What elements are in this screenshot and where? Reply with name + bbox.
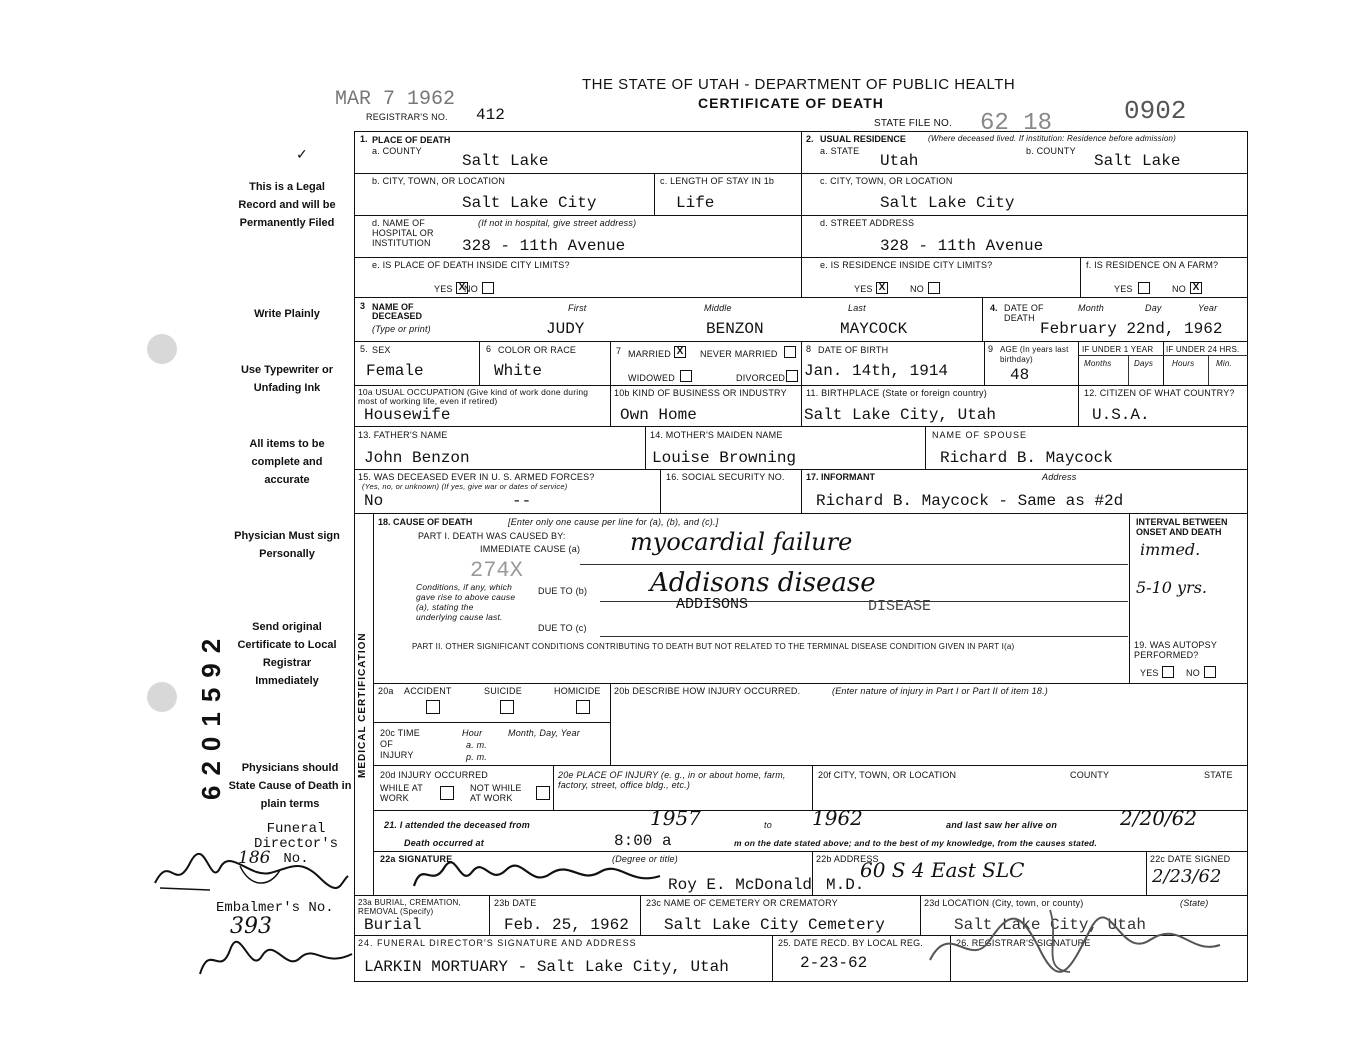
- state-file-no-label: STATE FILE NO.: [874, 118, 952, 129]
- res-inside-yes-checkbox[interactable]: X: [876, 282, 888, 294]
- check-mark: ✓: [296, 146, 308, 162]
- death-time: 8:00 a: [614, 832, 672, 850]
- res-inside-no-checkbox[interactable]: [928, 282, 940, 294]
- pod-inside-yes-checkbox[interactable]: X: [456, 282, 468, 294]
- punch-hole-top: [147, 334, 177, 364]
- informant: Richard B. Maycock - Same as #2d: [816, 492, 1124, 510]
- homicide-checkbox[interactable]: [576, 700, 590, 714]
- res-farm-yes-checkbox[interactable]: [1138, 282, 1150, 294]
- pod-county: Salt Lake: [462, 152, 549, 170]
- immediate-cause: myocardial failure: [630, 528, 853, 556]
- interval-a: immed.: [1140, 540, 1201, 559]
- usual-residence-note: (Where deceased lived. If institution: Residence before admission): [928, 134, 1176, 143]
- funeral-director-label: Funeral Director's No.: [253, 821, 338, 867]
- occupation: Housewife: [364, 406, 451, 424]
- usual-residence-label: USUAL RESIDENCE: [820, 134, 906, 144]
- birthplace: Salt Lake City, Utah: [804, 406, 997, 424]
- married-checkbox[interactable]: X: [674, 346, 686, 358]
- state-dept-title: THE STATE OF UTAH - DEPARTMENT OF PUBLIC HEALTH: [582, 76, 1016, 93]
- note-legal-record: This is a Legal Record and will be Permanently Filed: [238, 181, 336, 229]
- embalmer-label: Embalmer's No.: [216, 900, 334, 916]
- state-file-no: 62 18: [980, 110, 1053, 137]
- place-of-death-label: PLACE OF DEATH: [372, 135, 451, 145]
- note-typewriter: Use Typewriter or Unfading Ink: [240, 364, 334, 394]
- pod-hospital: 328 - 11th Avenue: [462, 237, 626, 255]
- funeral-director: LARKIN MORTUARY - Salt Lake City, Utah: [364, 958, 729, 976]
- form-title: CERTIFICATE OF DEATH: [698, 95, 884, 111]
- armed-forces-dates: --: [512, 492, 532, 510]
- deceased-first: JUDY: [546, 320, 585, 338]
- physician-signature: [410, 858, 670, 894]
- pod-county-label: a. COUNTY: [372, 146, 422, 156]
- note-write-plainly: Write Plainly: [254, 308, 320, 320]
- burial-date: Feb. 25, 1962: [504, 916, 629, 934]
- age: 48: [1010, 366, 1030, 384]
- res-farm-label: f. IS RESIDENCE ON A FARM?: [1086, 260, 1219, 270]
- cause-code: 274X: [470, 558, 523, 583]
- pod-city-label: b. CITY, TOWN, OR LOCATION: [372, 176, 506, 186]
- disposition: Burial: [364, 916, 422, 934]
- while-at-work-checkbox[interactable]: [440, 786, 454, 800]
- note-send-original: Send original Certificate to Local Registrar Immediately: [237, 621, 337, 687]
- res-street-label: d. STREET ADDRESS: [820, 218, 915, 228]
- registrars-no: 412: [476, 106, 505, 124]
- never-married-checkbox[interactable]: [784, 346, 796, 358]
- note-physicians-state: Physicians should State Cause of Death in plain terms: [228, 762, 352, 810]
- autopsy-no-checkbox[interactable]: [1204, 666, 1216, 678]
- medical-certification-label: MEDICAL CERTIFICATION: [357, 632, 368, 778]
- spouse-name: Richard B. Maycock: [940, 449, 1113, 467]
- burial-location: Salt Lake City, Utah: [954, 916, 1147, 934]
- deceased-middle: BENZON: [706, 320, 764, 338]
- date-received: 2-23-62: [800, 954, 868, 972]
- citizen: U.S.A.: [1092, 406, 1150, 424]
- interval-b: 5-10 yrs.: [1136, 578, 1208, 597]
- race: White: [494, 362, 543, 380]
- physician-name: Roy E. McDonald: [668, 876, 813, 894]
- due-to-b: Addisons disease: [650, 568, 876, 598]
- note-physician-sign: Physician Must sign Personally: [234, 530, 340, 560]
- pod-hospital-note: (If not in hospital, give street address): [478, 218, 637, 228]
- armed-forces: No: [364, 492, 384, 510]
- res-street: 328 - 11th Avenue: [880, 237, 1044, 255]
- date-stamp: MAR 7 1962: [335, 88, 456, 111]
- pod-stay: Life: [676, 194, 715, 212]
- pod-inside-limits-label: e. IS PLACE OF DEATH INSIDE CITY LIMITS?: [372, 260, 570, 270]
- res-farm-no-checkbox[interactable]: X: [1190, 282, 1202, 294]
- autopsy-yes-checkbox[interactable]: [1162, 666, 1174, 678]
- pod-stay-label: c. LENGTH OF STAY IN 1b: [660, 176, 775, 186]
- pod-hospital-label: d. NAME OF HOSPITAL OR INSTITUTION: [372, 218, 434, 248]
- state-file-no-suffix: 0902: [1124, 96, 1187, 126]
- pod-inside-no-checkbox[interactable]: [482, 282, 494, 294]
- funeral-director-signature: [150, 848, 350, 898]
- business: Own Home: [620, 406, 697, 424]
- vertical-serial-number: 6201592: [196, 628, 226, 800]
- accident-checkbox[interactable]: [426, 700, 440, 714]
- suicide-checkbox[interactable]: [500, 700, 514, 714]
- res-city: Salt Lake City: [880, 194, 1015, 212]
- date-of-death-label: DATE OF DEATH: [1004, 303, 1044, 323]
- deceased-last: MAYCOCK: [840, 320, 908, 338]
- due-to-b-typed-2: DISEASE: [868, 598, 932, 615]
- physician-address: 60 S 4 East SLC: [860, 858, 1025, 882]
- attended-to: 1962: [812, 806, 863, 830]
- physician-degree: M.D.: [826, 876, 865, 894]
- embalmer-no: 393: [230, 914, 272, 939]
- funeral-director-no: 186: [238, 848, 271, 868]
- date-of-birth: Jan. 14th, 1914: [804, 362, 949, 380]
- punch-hole-bottom: [147, 682, 177, 712]
- res-county: Salt Lake: [1094, 152, 1181, 170]
- res-inside-limits-label: e. IS RESIDENCE INSIDE CITY LIMITS?: [820, 260, 993, 270]
- due-to-b-typed: ADDISONS: [676, 596, 749, 613]
- mother-name: Louise Browning: [652, 449, 797, 467]
- sex: Female: [366, 362, 424, 380]
- father-name: John Benzon: [364, 449, 470, 467]
- res-state: Utah: [880, 152, 919, 170]
- note-complete: All items to be complete and accurate: [249, 438, 325, 486]
- res-city-label: c. CITY, TOWN, OR LOCATION: [820, 176, 953, 186]
- widowed-checkbox[interactable]: [680, 370, 692, 382]
- pod-city: Salt Lake City: [462, 194, 597, 212]
- date-signed: 2/23/62: [1152, 866, 1222, 887]
- registrars-no-label: REGISTRAR'S NO.: [366, 112, 448, 122]
- attended-from: 1957: [650, 806, 701, 830]
- res-state-label: a. STATE: [820, 146, 860, 156]
- embalmer-signature: [196, 938, 356, 982]
- last-saw-date: 2/20/62: [1120, 806, 1198, 830]
- divorced-checkbox[interactable]: [786, 370, 798, 382]
- not-while-at-work-checkbox[interactable]: [536, 786, 550, 800]
- deceased-name-label: NAME OF DECEASED: [372, 302, 423, 321]
- date-of-death: February 22nd, 1962: [1040, 320, 1223, 338]
- res-county-label: b. COUNTY: [1026, 146, 1076, 156]
- registrar-signature: [920, 900, 1230, 980]
- cemetery: Salt Lake City Cemetery: [664, 916, 885, 934]
